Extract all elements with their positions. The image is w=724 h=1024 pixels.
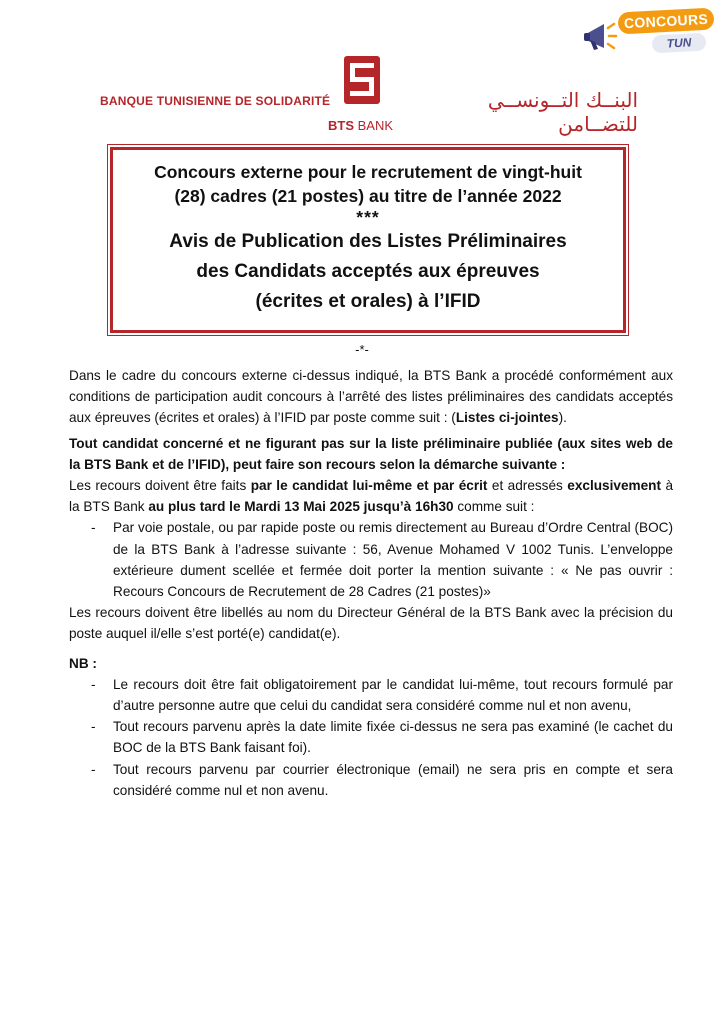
title-line-1: Concours externe pour le recrutement de vingt-huit [154,162,582,182]
concours-tun-badge [582,8,718,58]
megaphone-icon [582,16,622,56]
terms-text-g: comme suit : [453,499,535,515]
terms-text-d: exclusivement [567,478,661,494]
bank-name-french: BANQUE TUNISIENNE DE SOLIDARITÉ [100,94,331,108]
title-line-4: des Candidats acceptés aux épreuves [196,261,540,282]
terms-text-a: Les recours doivent être faits [69,478,251,494]
paragraph-recourse-terms [69,475,673,517]
intro-text: Dans le cadre du concours externe ci-dessus indiqué, la BTS Bank a procédé conformément aux conditions de participation audit concours à l’arrêté des listes préliminaires des candidats acceptés aux épreuves (écrites et orales) à l’IFID par poste comme suit : ( [69,368,673,426]
paragraph-intro [69,365,673,429]
nb-label: NB : [69,655,97,671]
title-line-5: (écrites et orales) à l’IFID [255,291,481,312]
terms-text-c: et adressés [487,478,568,494]
title-box [110,147,626,333]
terms-text-b: par le candidat lui-même et par écrit [250,478,488,494]
paragraph-addressee: Les recours doivent être libellés au nom du Directeur Général de la BTS Bank avec la précision du poste auquel il/elle s’est porté(e) candidat(e). [69,605,673,642]
recourse-notice-text: Tout candidat concerné et ne figurant pas sur la liste préliminaire publiée (aux sites web de la BTS Bank et de l’IFID), peut faire son recours selon la démarche suivante : [69,435,673,472]
list-item: - Par voie postale, ou par rapide poste ou remis directement au Bureau d’Ordre Central (BOC) de la BTS Bank à l’adresse suivante : 56, Avenue Mohamed V 1002 Tunis. L’enveloppe extérieure dument scellée et fermée doit porter la mention suivante : « Ne pas ouvrir : Recours Concours de Recrutement de 28 Cadres (21 postes)» [69,517,673,602]
intro-end: ). [558,410,567,426]
nb-list [69,674,673,801]
badge-bottom-label: TUN [652,33,707,54]
terms-text-e: à la BTS Bank [69,478,674,515]
logo-bts-text: BTS [328,118,354,133]
badge-top-label: CONCOURS [617,8,714,35]
bts-logo-icon [344,56,380,104]
bank-name-arabic: البنــك التــونســي للتضــامن [487,88,638,136]
delivery-list [69,517,673,602]
logo-caption [328,118,393,133]
list-item: - Tout recours parvenu par courrier électronique (email) ne sera pris en compte et sera considéré comme nul et non avenu. [69,759,673,801]
attached-lists-text: Listes ci-jointes [455,410,559,426]
list-item: - Tout recours parvenu après la date limite fixée ci-dessus ne sera pas examiné (le cachet du BOC de la BTS Bank faisant foi). [69,716,673,758]
paragraph-recourse-notice [69,433,673,475]
terms-deadline: au plus tard le Mardi 13 Mai 2025 jusqu’à 16h30 [148,499,454,515]
list-item: - Le recours doit être fait obligatoirement par le candidat lui-même, tout recours formulé par d’autre personne autre que celui du candidat sera considéré comme nul et non avenu, [69,674,673,716]
title-line-3: Avis de Publication des Listes Préliminaires [169,231,567,252]
title-line-2: (28) cadres (21 postes) au titre de l’année 2022 [174,186,562,206]
logo-bank-text: BANK [357,118,394,133]
separator: -*- [355,342,369,357]
title-stars: *** [356,207,380,227]
body-text [69,365,673,801]
